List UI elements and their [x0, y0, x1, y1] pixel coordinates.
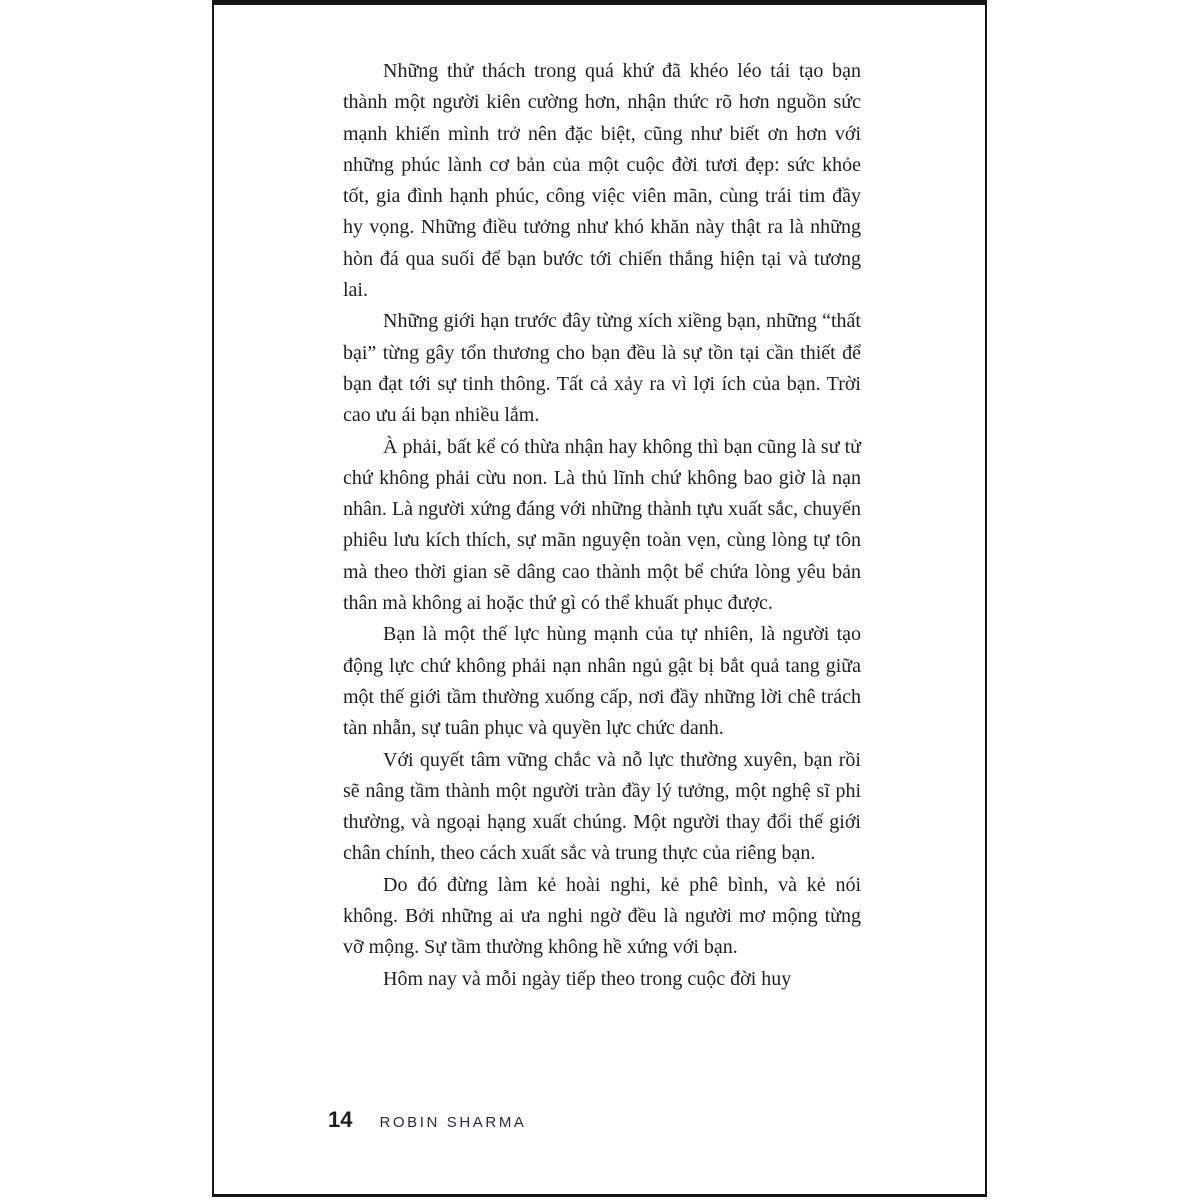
paragraph: Những giới hạn trước đây từng xích xiềng bạn, những “thất bại” từng gây tổn thương cho bạn đều là sự tồn tại cần thiết để bạn đạt tới sự tinh thông. Tất cả xảy ra vì lợi ích của bạn. Trời cao ưu ái bạn nhiều lắm. — [343, 310, 861, 427]
paragraph: Do đó đừng làm kẻ hoài nghi, kẻ phê bình, và kẻ nói không. Bởi những ai ưa nghi ngờ đều là người mơ mộng từng vỡ mộng. Sự tầm thường không hề xứng với bạn. — [343, 873, 861, 959]
paragraph: Với quyết tâm vững chắc và nỗ lực thường xuyên, bạn rồi sẽ nâng tầm thành một người tràn đầy lý tưởng, một nghệ sĩ phi thường, và ngoại hạng xuất chúng. Một người thay đổi thế giới chân chính, theo cách xuất sắc và trung thực của riêng bạn. — [343, 748, 861, 865]
paragraph: Hôm nay và mỗi ngày tiếp theo trong cuộc đời huy — [383, 967, 792, 990]
running-footer-author: ROBIN SHARMA — [379, 1114, 527, 1131]
paragraph: À phải, bất kể có thừa nhận hay không thì bạn cũng là sư tử chứ không phải cừu non. Là thủ lĩnh chứ không bao giờ là nạn nhân. Là người xứng đáng với những thành tựu xuất sắc, chuyến phiêu lưu kích thích, sự mãn nguyện toàn vẹn, cùng lòng tự tôn mà theo thời gian sẽ dâng cao thành một bể chứa lòng yêu bản thân mà không ai hoặc thứ gì có thể khuất phục được. — [343, 435, 861, 615]
page-number: 14 — [328, 1107, 353, 1132]
page-footer — [328, 1107, 527, 1133]
book-page-frame — [212, 0, 987, 1197]
paragraph: Bạn là một thế lực hùng mạnh của tự nhiên, là người tạo động lực chứ không phải nạn nhân ngủ gật bị bắt quả tang giữa một thế giới tầm thường xuống cấp, nơi đầy những lời chê trách tàn nhẫn, sự tuân phục và quyền lực chức danh. — [343, 623, 861, 740]
body-text — [343, 56, 861, 995]
paragraph: Những thử thách trong quá khứ đã khéo léo tái tạo bạn thành một người kiên cường hơn, nhận thức rõ hơn nguồn sức mạnh khiến mình trở nên đặc biệt, cũng như biết ơn hơn với những phúc lành cơ bản của một cuộc đời tươi đẹp: sức khỏe tốt, gia đình hạnh phúc, công việc viên mãn, cùng trái tim đầy hy vọng. Những điều tưởng như khó khăn này thật ra là những hòn đá qua suối để bạn bước tới chiến thắng hiện tại và tương lai. — [343, 60, 861, 302]
